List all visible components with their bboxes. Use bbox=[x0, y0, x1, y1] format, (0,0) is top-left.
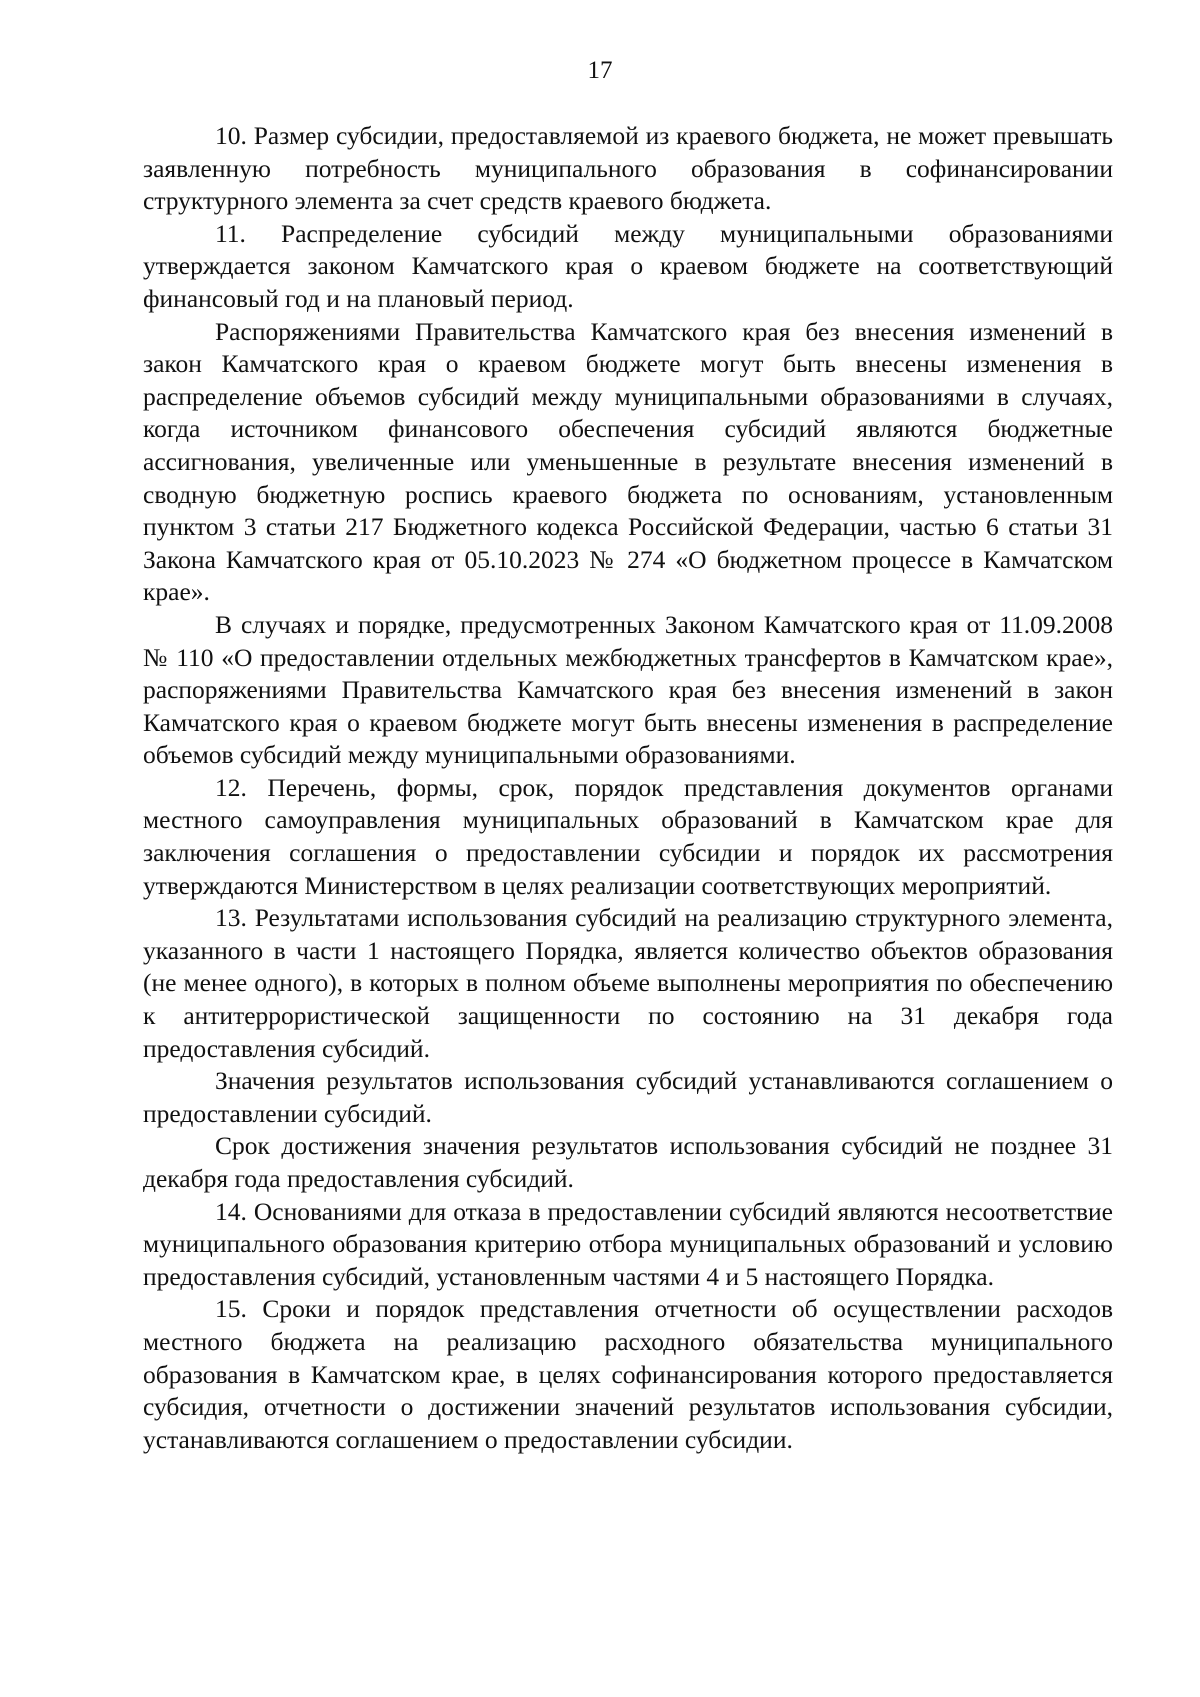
paragraph-13: 13. Результатами использования субсидий на реализацию структурного элемента, указанного в части 1 настоящего Порядка, является количество объектов образования (не менее одного), в которых в полном объеме выполнены мероприятия по обеспечению к антитеррористической защищенности по состоянию на 31 декабря года предоставления субсидий. bbox=[143, 903, 1113, 1063]
paragraph-11-orders: Распоряжениями Правительства Камчатского края без внесения изменений в закон Камчатского края о краевом бюджете могут быть внесены изменения в распределение объемов субсидий между муниципальными образованиями в случаях, когда источником финансового обеспечения субсидий являются бюджетные ассигнования, увеличенные или уменьшенные в результате внесения изменений в сводную бюджетную роспись краевого бюджета по основаниям, установленным пунктом 3 статьи 217 Бюджетного кодекса Российской Федерации, частью 6 статьи 31 Закона Камчатского края от 05.10.2023 № 274 «О бюджетном процессе в Камчатском крае». bbox=[143, 316, 1113, 607]
paragraph-12: 12. Перечень, формы, срок, порядок представления документов органами местного самоуправления муниципальных образований в Камчатском крае для заключения соглашения о предоставлении субсидии и порядок их рассмотрения утверждаются Министерством в целях реализации соответствующих мероприятий. bbox=[143, 772, 1113, 900]
paragraph-11-cases: В случаях и порядке, предусмотренных Законом Камчатского края от 11.09.2008 № 110 «О предоставлении отдельных межбюджетных трансфертов в Камчатском крае», распоряжениями Правительства Камчатского края без внесения изменений в закон Камчатского края о краевом бюджете могут быть внесены изменения в распределение объемов субсидий между муниципальными образованиями. bbox=[143, 609, 1113, 770]
paragraph-14: 14. Основаниями для отказа в предоставлении субсидий являются несоответствие муниципального образования критерию отбора муниципальных образований и условию предоставления субсидий, установленным частями 4 и 5 настоящего Порядка. bbox=[143, 1196, 1113, 1291]
paragraph-13-values: Значения результатов использования субсидий устанавливаются соглашением о предоставлении субсидий. bbox=[143, 1066, 1113, 1128]
page-number: 17 bbox=[587, 57, 613, 84]
paragraph-10: 10. Размер субсидии, предоставляемой из краевого бюджета, не может превышать заявленную потребность муниципального образования в софинансировании структурного элемента за счет средств краевого бюджета. bbox=[143, 121, 1113, 216]
paragraph-13-deadline: Срок достижения значения результатов использования субсидий не позднее 31 декабря года предоставления субсидий. bbox=[143, 1131, 1113, 1193]
paragraph-15: 15. Сроки и порядок представления отчетности об осуществлении расходов местного бюджета на реализацию расходного обязательства муниципального образования в Камчатском крае, в целях софинансирования которого предоставляется субсидия, отчетности о достижении значений результатов использования субсидии, устанавливаются соглашением о предоставлении субсидии. bbox=[143, 1294, 1113, 1454]
paragraph-11: 11. Распределение субсидий между муниципальными образованиями утверждается законом Камчатского края о краевом бюджете на соответствующий финансовый год и на плановый период. bbox=[143, 218, 1113, 313]
document-body bbox=[143, 120, 1113, 1456]
